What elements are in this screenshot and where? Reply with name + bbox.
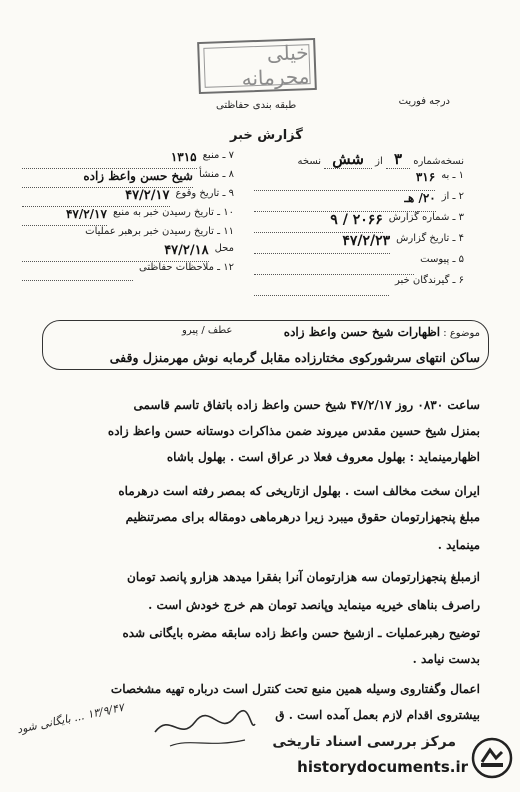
body-line: مینماید . (437, 538, 480, 552)
archive-url: historydocuments.ir (297, 758, 468, 776)
classification-label: طبقه بندی حفاظتی (216, 100, 297, 111)
topic-value: اظهارات شیخ حسن واعظ زاده (283, 325, 441, 339)
body-line: بدست نیامد . (412, 652, 480, 666)
body-line: ازمبلغ پنجهزارتومان سه هزارتومان آنرا بفقرا میدهد هزارو پانصد تومان (127, 570, 480, 584)
body-line: بیشتروی اقدام لازم بعمل آمده است . ق (275, 708, 480, 722)
field-security-notes: ۱۲ ـ ملاحظات حفاظتی (22, 262, 234, 281)
copy-number-row (298, 150, 464, 168)
field-recipients: ۶ ـ گیرندگان خبر (254, 275, 464, 296)
body-line: ایران سخت مخالف است . بهلول ازتاریخی که بمصر رفته است درهرماه (118, 484, 480, 498)
copy-of-label: از (375, 156, 383, 167)
left-fields (22, 150, 234, 281)
field-leader-received-date: ۱۱ ـ تاریخ رسیدن خبر برهبر عملیات (85, 226, 234, 237)
body-line: توضیح رهبرعملیات ـ ازشیخ حسن واعظ زاده سابقه مضره بایگانی شده (122, 626, 480, 640)
classification-stamp (197, 38, 317, 94)
field-to: ۱ ـ به ۳۱۶ (254, 170, 464, 191)
body-line: اعمال وگفتاروی وسیله همین منبع تحت کنترل است درباره تهیه مشخصات (110, 682, 480, 696)
signature-scribble (150, 702, 260, 754)
body-line: بمنزل شیخ حسین مقدس میروند ضمن مذاکرات دوستانه حسن واعظ زاده (107, 424, 480, 438)
field-origin: ۸ ـ منشأ شیخ حسن واعظ زاده (22, 169, 234, 188)
body-line: ساکن انتهای سرشورکوی مختارزاده مقابل گرمابه نوش مهرمنزل وقفی (109, 350, 480, 365)
topic-label: موضوع (449, 328, 480, 339)
field-place: محل ۴۷/۲/۱۸ (22, 243, 234, 262)
field-source-received-date: ۱۰ ـ تاریخ رسیدن خبر به منبع ۴۷/۲/۱۷ (22, 207, 234, 226)
topic-row: موضوع : اظهارات شیخ حسن واعظ زاده (283, 325, 480, 339)
field-report-date: ۴ ـ تاریخ گزارش ۴۷/۲/۲۳ (254, 233, 464, 254)
copy-label: نسخه‌شماره (413, 156, 464, 167)
report-title: گزارش خبر (230, 128, 303, 143)
body-line: مبلغ پنجهزارتومان حقوق میبرد زیرا درهرماهی دومقاله برای مصرتنظیم (125, 510, 480, 524)
body-line: اظهارمینماید : بهلول معروف فعلا در عراق است . بهلول باشاه (166, 450, 480, 464)
archive-name: مرکز بررسی اسناد تاریخی (272, 734, 456, 750)
right-fields (254, 170, 464, 296)
copy-value: ۳ (386, 150, 410, 169)
copy-suffix: نسخه (297, 156, 322, 167)
field-from: ۲ ـ از ۲۰/ هـ (254, 191, 464, 212)
archive-watermark (272, 728, 520, 792)
field-source: ۷ ـ منبع ۱۳۱۵ (22, 150, 234, 169)
field-occurrence-date: ۹ ـ تاریخ وقوع ۴۷/۲/۱۷ (22, 188, 234, 207)
handwritten-note: ۱۳/۹/۴۷ ... بایگانی شود (15, 700, 126, 737)
field-report-number: ۳ ـ شماره گزارش ۲۰۶۶ / ۹ (254, 212, 464, 233)
archive-logo-icon (470, 736, 514, 780)
stamp-text: خیلی محرمانه (203, 44, 310, 88)
body-line: ساعت ۰۸۳۰ روز ۴۷/۲/۱۷ شیخ حسن واعظ زاده باتفاق تاسم قاسمی (133, 398, 480, 412)
field-attachment: ۵ ـ پیوست (254, 254, 464, 275)
copy-of-value: شش (324, 150, 372, 169)
reference-label: عطف / پیرو (182, 325, 233, 336)
priority-label: درجه فوریت (398, 96, 450, 107)
body-line: راصرف بناهای خیریه مینماید وپانصد تومان هم خرج خودش است . (148, 598, 480, 612)
